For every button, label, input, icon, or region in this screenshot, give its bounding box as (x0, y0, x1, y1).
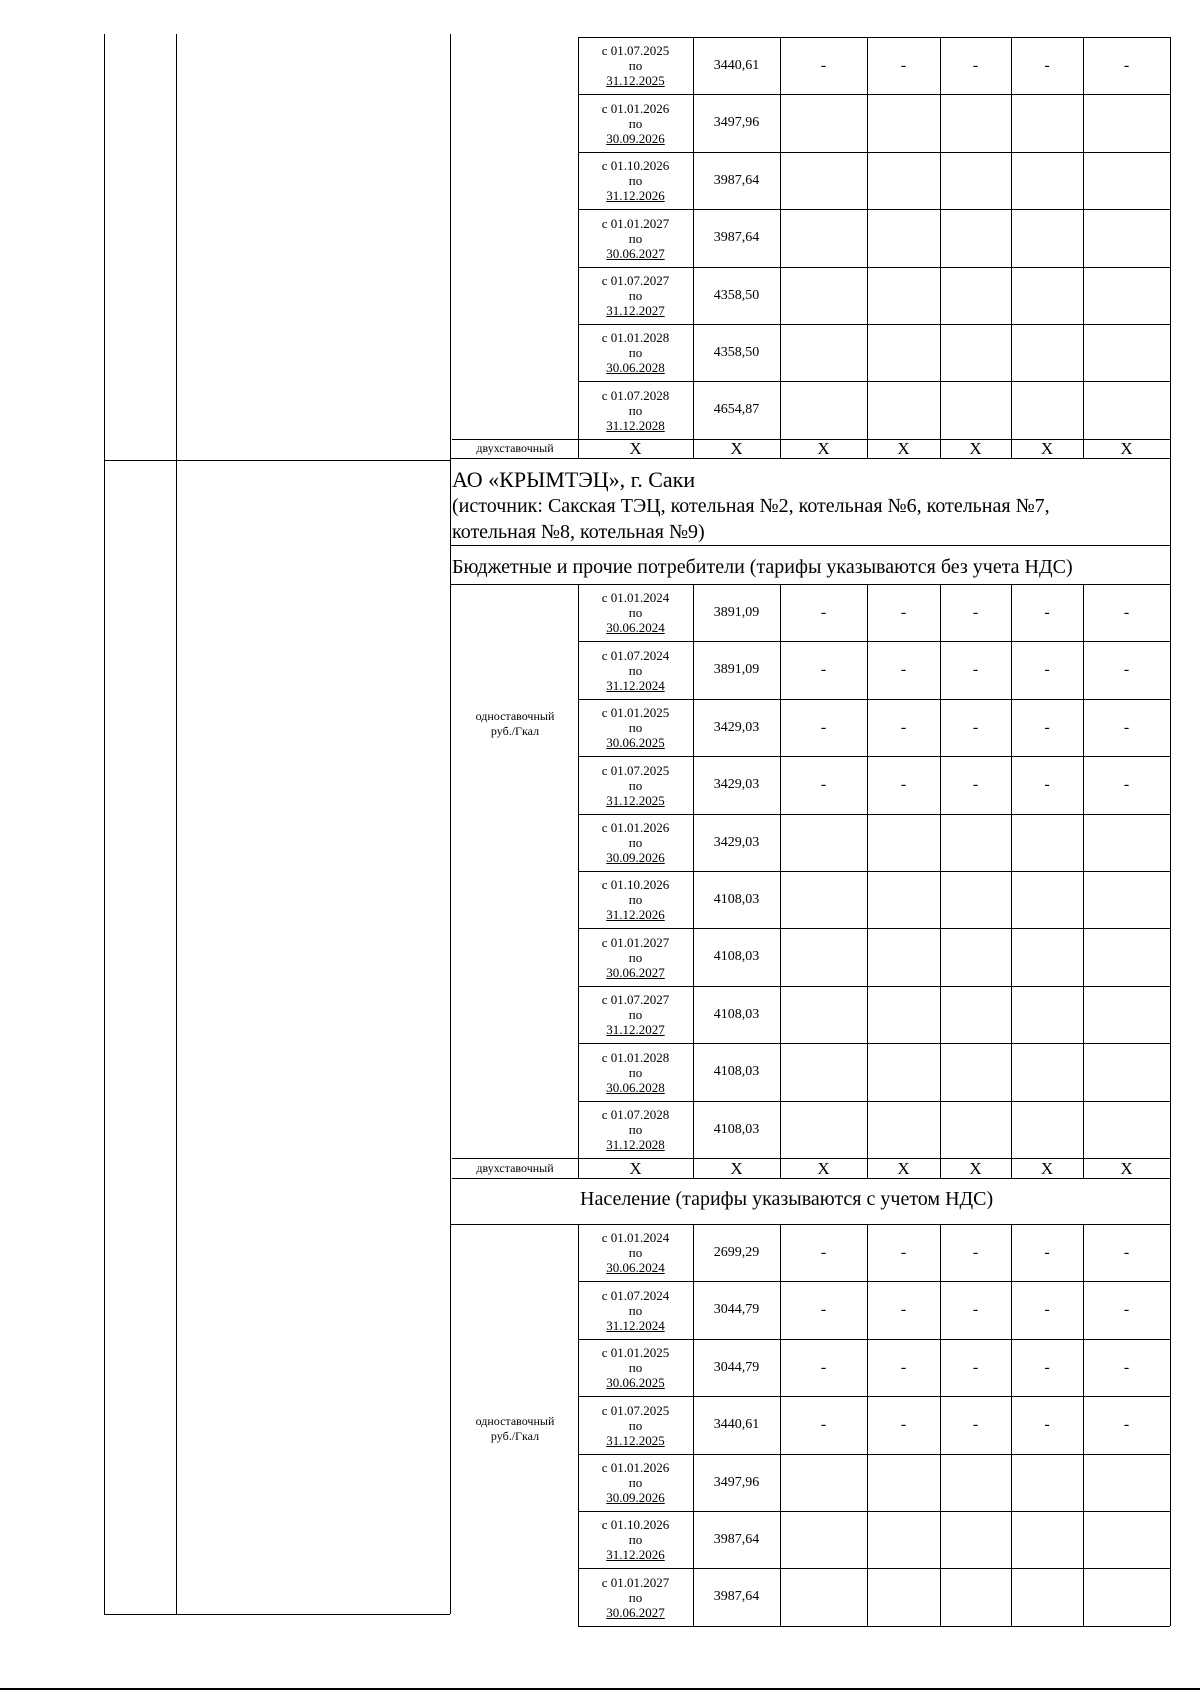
x-mark: X (730, 439, 743, 458)
period-from: с 01.07.2025 (601, 1402, 670, 1418)
x-mark-cell (1011, 1158, 1083, 1178)
empty-dash-cell (1011, 699, 1083, 756)
dash-mark: - (900, 1301, 907, 1318)
period-to: 31.12.2025 (606, 1432, 665, 1448)
period-to: 31.12.2025 (606, 73, 665, 88)
x-mark: X (1120, 439, 1133, 458)
tariff-value-cell (693, 928, 780, 986)
empty-dash-cell (1083, 641, 1170, 699)
period-cell (578, 1454, 693, 1511)
dash-mark: - (1123, 718, 1130, 736)
period-po: по (628, 1007, 643, 1022)
empty-dash-cell (867, 1224, 940, 1281)
dash-mark: - (820, 1358, 827, 1376)
period-to: 30.09.2026 (606, 1490, 665, 1505)
empty-dash-cell (780, 1281, 867, 1339)
dash-mark: - (1044, 1416, 1050, 1433)
period-po: по (628, 662, 643, 678)
dash-mark: - (1044, 661, 1050, 678)
empty-dash-cell (1011, 1396, 1083, 1454)
period-to: 31.12.2024 (606, 1317, 665, 1333)
grid-line (450, 458, 1170, 459)
tariff-value: 3044,79 (713, 1302, 760, 1317)
period-to: 31.12.2028 (606, 1137, 665, 1152)
period-from: с 01.01.2025 (601, 705, 670, 720)
tariff-value-cell (693, 324, 780, 381)
x-mark-cell (693, 439, 780, 458)
period-from: с 01.01.2028 (601, 1049, 670, 1065)
single-rate-label (452, 1374, 578, 1484)
tariff-value: 3044,79 (713, 1359, 760, 1375)
period-from: с 01.01.2024 (601, 590, 670, 605)
tariff-value: 4108,03 (713, 1064, 760, 1079)
dash-mark: - (1123, 603, 1130, 621)
empty-dash-cell (780, 756, 867, 814)
dash-mark: - (1123, 776, 1130, 793)
dash-mark: - (1123, 661, 1130, 678)
tariff-value-cell (693, 381, 780, 439)
period-po: по (628, 835, 643, 850)
empty-dash-cell (780, 1396, 867, 1454)
dash-mark: - (820, 1301, 827, 1318)
period-from: с 01.07.2027 (601, 992, 670, 1007)
period-cell (578, 1043, 693, 1101)
dash-mark: - (972, 1358, 979, 1376)
period-cell (578, 37, 693, 94)
period-from: с 01.07.2028 (601, 1107, 670, 1122)
tariff-value-cell (693, 641, 780, 699)
dash-mark: - (900, 776, 907, 793)
empty-dash-cell (780, 1339, 867, 1396)
period-cell (578, 928, 693, 986)
period-from: с 01.01.2024 (601, 1230, 670, 1245)
dash-mark: - (820, 776, 827, 793)
organization-name: АО «КРЫМТЭЦ», г. Саки (452, 467, 696, 492)
empty-dash-cell (867, 1339, 940, 1396)
grid-line (780, 37, 781, 439)
period-from: с 01.07.2028 (601, 387, 670, 403)
period-cell (578, 756, 693, 814)
period-po: по (628, 173, 643, 188)
grid-line (104, 1614, 450, 1615)
tariff-value: 4108,03 (713, 1121, 760, 1137)
empty-dash-cell (1011, 1281, 1083, 1339)
empty-dash-cell (780, 699, 867, 756)
x-mark-cell (867, 1158, 940, 1178)
period-cell (578, 1396, 693, 1454)
x-mark: X (1120, 1158, 1133, 1178)
dash-mark: - (972, 56, 979, 74)
period-from: с 01.01.2027 (601, 934, 670, 950)
grid-line (1170, 1158, 1171, 1178)
empty-dash-cell (1083, 699, 1170, 756)
x-mark: X (897, 439, 910, 458)
empty-dash-cell (1083, 584, 1170, 641)
period-po: по (628, 949, 643, 965)
dash-mark: - (1044, 1301, 1050, 1318)
empty-dash-cell (940, 1224, 1011, 1281)
tariff-value: 3429,03 (713, 777, 760, 792)
two-rate-text: двухставочный (476, 1160, 554, 1175)
tariff-value: 3987,64 (713, 1589, 760, 1604)
period-cell (578, 152, 693, 209)
empty-dash-cell (1011, 641, 1083, 699)
single-rate-text: одноставочный (475, 1414, 555, 1428)
tariff-value-cell (693, 699, 780, 756)
period-to: 31.12.2028 (606, 417, 665, 433)
period-cell (578, 814, 693, 871)
x-mark: X (1040, 439, 1054, 458)
period-to: 30.09.2026 (606, 850, 665, 865)
x-mark: X (969, 1158, 982, 1178)
x-mark-cell (1083, 439, 1170, 458)
tariff-value: 4654,87 (713, 402, 760, 417)
period-po: по (628, 1064, 643, 1080)
x-mark-cell (867, 439, 940, 458)
tariff-value: 3497,96 (713, 1474, 760, 1490)
tariff-value: 3497,96 (713, 115, 760, 130)
tariff-value: 4108,03 (713, 891, 760, 907)
period-cell (578, 381, 693, 439)
empty-dash-cell (867, 37, 940, 94)
period-po: по (628, 1302, 643, 1318)
period-cell (578, 871, 693, 928)
tariff-value-cell (693, 756, 780, 814)
x-mark: X (629, 439, 642, 458)
tariff-value-cell (693, 1101, 780, 1158)
tariff-value-cell (693, 37, 780, 94)
tariff-value: 3429,03 (713, 834, 760, 850)
period-to: 31.12.2026 (606, 1547, 665, 1562)
x-mark: X (969, 439, 982, 458)
x-mark: X (1040, 1158, 1054, 1178)
period-po: по (628, 230, 643, 246)
organization-source-line-1: (источник: Сакская ТЭЦ, котельная №2, котельная №6, котельная №7, (452, 495, 1050, 517)
tariff-value-cell (693, 1454, 780, 1511)
empty-dash-cell (1083, 756, 1170, 814)
x-mark: X (730, 1158, 743, 1178)
period-to: 31.12.2026 (606, 188, 665, 203)
grid-line (867, 37, 868, 439)
period-cell (578, 267, 693, 324)
dash-mark: - (1123, 1243, 1130, 1261)
empty-dash-cell (940, 1281, 1011, 1339)
period-to: 31.12.2024 (606, 677, 665, 693)
grid-line (578, 1626, 1170, 1627)
period-cell (578, 699, 693, 756)
grid-line (0, 1688, 1200, 1690)
dash-mark: - (1123, 1416, 1130, 1433)
empty-dash-cell (1011, 1224, 1083, 1281)
tariff-value-cell (693, 94, 780, 152)
x-mark-cell (1011, 439, 1083, 458)
empty-dash-cell (940, 756, 1011, 814)
tariff-value: 3891,09 (713, 662, 760, 677)
dash-mark: - (820, 56, 827, 74)
dash-mark: - (900, 1416, 907, 1433)
period-from: с 01.07.2025 (601, 762, 670, 778)
x-mark: X (897, 1158, 910, 1178)
period-po: по (628, 605, 643, 620)
empty-dash-cell (1011, 1339, 1083, 1396)
two-rate-label (452, 1158, 578, 1178)
single-rate-label (452, 644, 578, 804)
period-po: по (628, 1475, 643, 1490)
empty-dash-cell (1083, 37, 1170, 94)
dash-mark: - (820, 603, 827, 621)
dash-mark: - (820, 718, 827, 736)
tariff-value: 2699,29 (713, 1244, 760, 1260)
empty-dash-cell (940, 641, 1011, 699)
period-from: с 01.10.2026 (601, 1517, 670, 1532)
period-po: по (628, 1589, 643, 1605)
period-po: по (628, 288, 643, 303)
dash-mark: - (900, 603, 907, 621)
empty-dash-cell (1011, 37, 1083, 94)
grid-line (104, 34, 105, 1614)
tariff-value: 3891,09 (713, 604, 760, 620)
tariff-value-cell (693, 1043, 780, 1101)
period-cell (578, 641, 693, 699)
period-cell (578, 94, 693, 152)
tariff-value: 4108,03 (713, 949, 760, 964)
organization-block (452, 467, 1162, 545)
period-po: по (628, 345, 643, 360)
grid-line (1011, 37, 1012, 439)
dash-mark: - (1044, 1243, 1050, 1261)
x-mark-cell (693, 1158, 780, 1178)
budget-section-title: Бюджетные и прочие потребители (тарифы указываются без учета НДС) (452, 556, 1073, 578)
empty-dash-cell (1011, 584, 1083, 641)
tariff-value-cell (693, 1281, 780, 1339)
grid-line (1170, 1224, 1171, 1626)
empty-dash-cell (940, 37, 1011, 94)
period-to: 30.06.2025 (606, 735, 665, 750)
grid-line (104, 460, 450, 461)
period-cell (578, 1101, 693, 1158)
tariff-value-cell (693, 871, 780, 928)
period-from: с 01.01.2027 (601, 215, 670, 231)
period-from: с 01.10.2026 (601, 877, 670, 892)
dash-mark: - (972, 718, 979, 736)
empty-dash-cell (940, 1396, 1011, 1454)
dash-mark: - (820, 1243, 827, 1261)
empty-dash-cell (940, 1339, 1011, 1396)
empty-dash-cell (780, 1224, 867, 1281)
period-cell (578, 1568, 693, 1626)
dash-mark: - (972, 1301, 979, 1318)
x-mark: X (629, 1158, 642, 1178)
x-mark: X (817, 1158, 830, 1178)
period-po: по (628, 777, 643, 793)
period-from: с 01.07.2027 (601, 273, 670, 288)
empty-dash-cell (867, 584, 940, 641)
dash-mark: - (1123, 56, 1130, 74)
period-from: с 01.01.2028 (601, 330, 670, 345)
dash-mark: - (1123, 1358, 1130, 1376)
dash-mark: - (1044, 718, 1050, 736)
tariff-value: 3987,64 (713, 172, 760, 188)
tariff-value-cell (693, 267, 780, 324)
tariff-value-cell (693, 1511, 780, 1568)
x-mark-cell (578, 1158, 693, 1178)
tariff-value-cell (693, 1568, 780, 1626)
unit-text: руб./Гкал (490, 1429, 540, 1443)
population-section-title: Население (тарифы указываются с учетом НДС) (580, 1188, 994, 1210)
unit-text: руб./Гкал (490, 724, 540, 738)
two-rate-label (452, 439, 578, 458)
two-rate-text: двухставочный (476, 441, 554, 455)
period-po: по (628, 1532, 643, 1547)
empty-dash-cell (940, 699, 1011, 756)
dash-mark: - (972, 661, 979, 678)
grid-line (450, 545, 1170, 546)
tariff-value-cell (693, 814, 780, 871)
grid-line (1083, 37, 1084, 439)
empty-dash-cell (1083, 1396, 1170, 1454)
tariff-value: 3440,61 (713, 1417, 760, 1432)
x-mark-cell (1083, 1158, 1170, 1178)
dash-mark: - (972, 776, 979, 793)
tariff-value: 3987,64 (713, 1531, 760, 1547)
period-po: по (628, 402, 643, 418)
period-to: 30.06.2025 (606, 1375, 665, 1390)
period-to: 31.12.2027 (606, 1022, 665, 1037)
x-mark-cell (780, 439, 867, 458)
grid-line (176, 34, 177, 1614)
empty-dash-cell (867, 641, 940, 699)
period-cell (578, 209, 693, 267)
period-po: по (628, 1360, 643, 1375)
dash-mark: - (820, 1416, 827, 1433)
grid-line (450, 34, 451, 1614)
empty-dash-cell (1083, 1224, 1170, 1281)
period-cell (578, 584, 693, 641)
tariff-value: 4108,03 (713, 1006, 760, 1022)
tariff-value: 3987,64 (713, 230, 760, 245)
empty-dash-cell (867, 1396, 940, 1454)
period-to: 31.12.2025 (606, 792, 665, 808)
empty-dash-cell (780, 584, 867, 641)
dash-mark: - (900, 718, 907, 736)
period-to: 30.06.2024 (606, 1260, 665, 1275)
dash-mark: - (1044, 1358, 1050, 1376)
period-to: 31.12.2027 (606, 303, 665, 318)
period-po: по (628, 1245, 643, 1260)
period-po: по (628, 115, 643, 131)
period-from: с 01.10.2026 (601, 158, 670, 173)
period-cell (578, 1281, 693, 1339)
empty-dash-cell (867, 1281, 940, 1339)
dash-mark: - (1044, 56, 1050, 74)
period-to: 31.12.2026 (606, 907, 665, 922)
tariff-value-cell (693, 1224, 780, 1281)
empty-dash-cell (1083, 1339, 1170, 1396)
tariff-value-cell (693, 209, 780, 267)
period-po: по (628, 892, 643, 907)
period-to: 30.06.2028 (606, 1079, 665, 1095)
dash-mark: - (1123, 1301, 1130, 1318)
grid-line (1170, 37, 1171, 439)
dash-mark: - (972, 1416, 979, 1433)
organization-source-line-2: котельная №8, котельная №9) (452, 521, 705, 543)
period-po: по (628, 1417, 643, 1433)
tariff-value: 3440,61 (713, 57, 760, 73)
period-cell (578, 986, 693, 1043)
empty-dash-cell (867, 699, 940, 756)
tariff-value-cell (693, 986, 780, 1043)
empty-dash-cell (867, 756, 940, 814)
empty-dash-cell (1011, 756, 1083, 814)
dash-mark: - (900, 1243, 907, 1261)
dash-mark: - (1044, 603, 1050, 621)
period-cell (578, 1511, 693, 1568)
x-mark-cell (940, 1158, 1011, 1178)
dash-mark: - (972, 1243, 979, 1261)
period-from: с 01.07.2025 (601, 43, 670, 58)
period-po: по (628, 720, 643, 735)
period-cell (578, 1339, 693, 1396)
period-from: с 01.01.2026 (601, 100, 670, 116)
period-cell (578, 1224, 693, 1281)
x-mark-cell (940, 439, 1011, 458)
dash-mark: - (900, 1358, 907, 1376)
empty-dash-cell (780, 641, 867, 699)
tariff-value: 3429,03 (713, 719, 760, 735)
period-from: с 01.01.2026 (601, 1460, 670, 1475)
period-to: 30.06.2027 (606, 245, 665, 261)
single-rate-text: одноставочный (475, 709, 555, 723)
period-from: с 01.01.2027 (601, 1574, 670, 1590)
dash-mark: - (972, 603, 979, 621)
empty-dash-cell (940, 584, 1011, 641)
period-po: по (628, 58, 643, 73)
period-from: с 01.01.2026 (601, 820, 670, 835)
period-to: 30.06.2027 (606, 964, 665, 980)
x-mark-cell (780, 1158, 867, 1178)
period-to: 30.06.2027 (606, 1604, 665, 1620)
tariff-value-cell (693, 152, 780, 209)
period-to: 30.09.2026 (606, 130, 665, 146)
grid-line (940, 37, 941, 439)
grid-line (1170, 439, 1171, 458)
tariff-value: 4358,50 (713, 287, 760, 303)
tariff-value-cell (693, 584, 780, 641)
period-from: с 01.01.2025 (601, 1345, 670, 1360)
x-mark-cell (578, 439, 693, 458)
tariff-value-cell (693, 1339, 780, 1396)
dash-mark: - (900, 56, 907, 74)
period-cell (578, 324, 693, 381)
empty-dash-cell (1083, 1281, 1170, 1339)
x-mark: X (817, 439, 830, 458)
tariff-value-cell (693, 1396, 780, 1454)
period-po: по (628, 1122, 643, 1137)
period-to: 30.06.2028 (606, 360, 665, 375)
grid-line (452, 1178, 1170, 1179)
period-from: с 01.07.2024 (601, 647, 670, 663)
tariff-value: 4358,50 (713, 344, 760, 360)
dash-mark: - (1044, 776, 1050, 793)
empty-dash-cell (780, 37, 867, 94)
period-from: с 01.07.2024 (601, 1287, 670, 1303)
dash-mark: - (820, 661, 827, 678)
dash-mark: - (900, 661, 907, 678)
grid-line (1170, 584, 1171, 1158)
period-to: 30.06.2024 (606, 620, 665, 635)
